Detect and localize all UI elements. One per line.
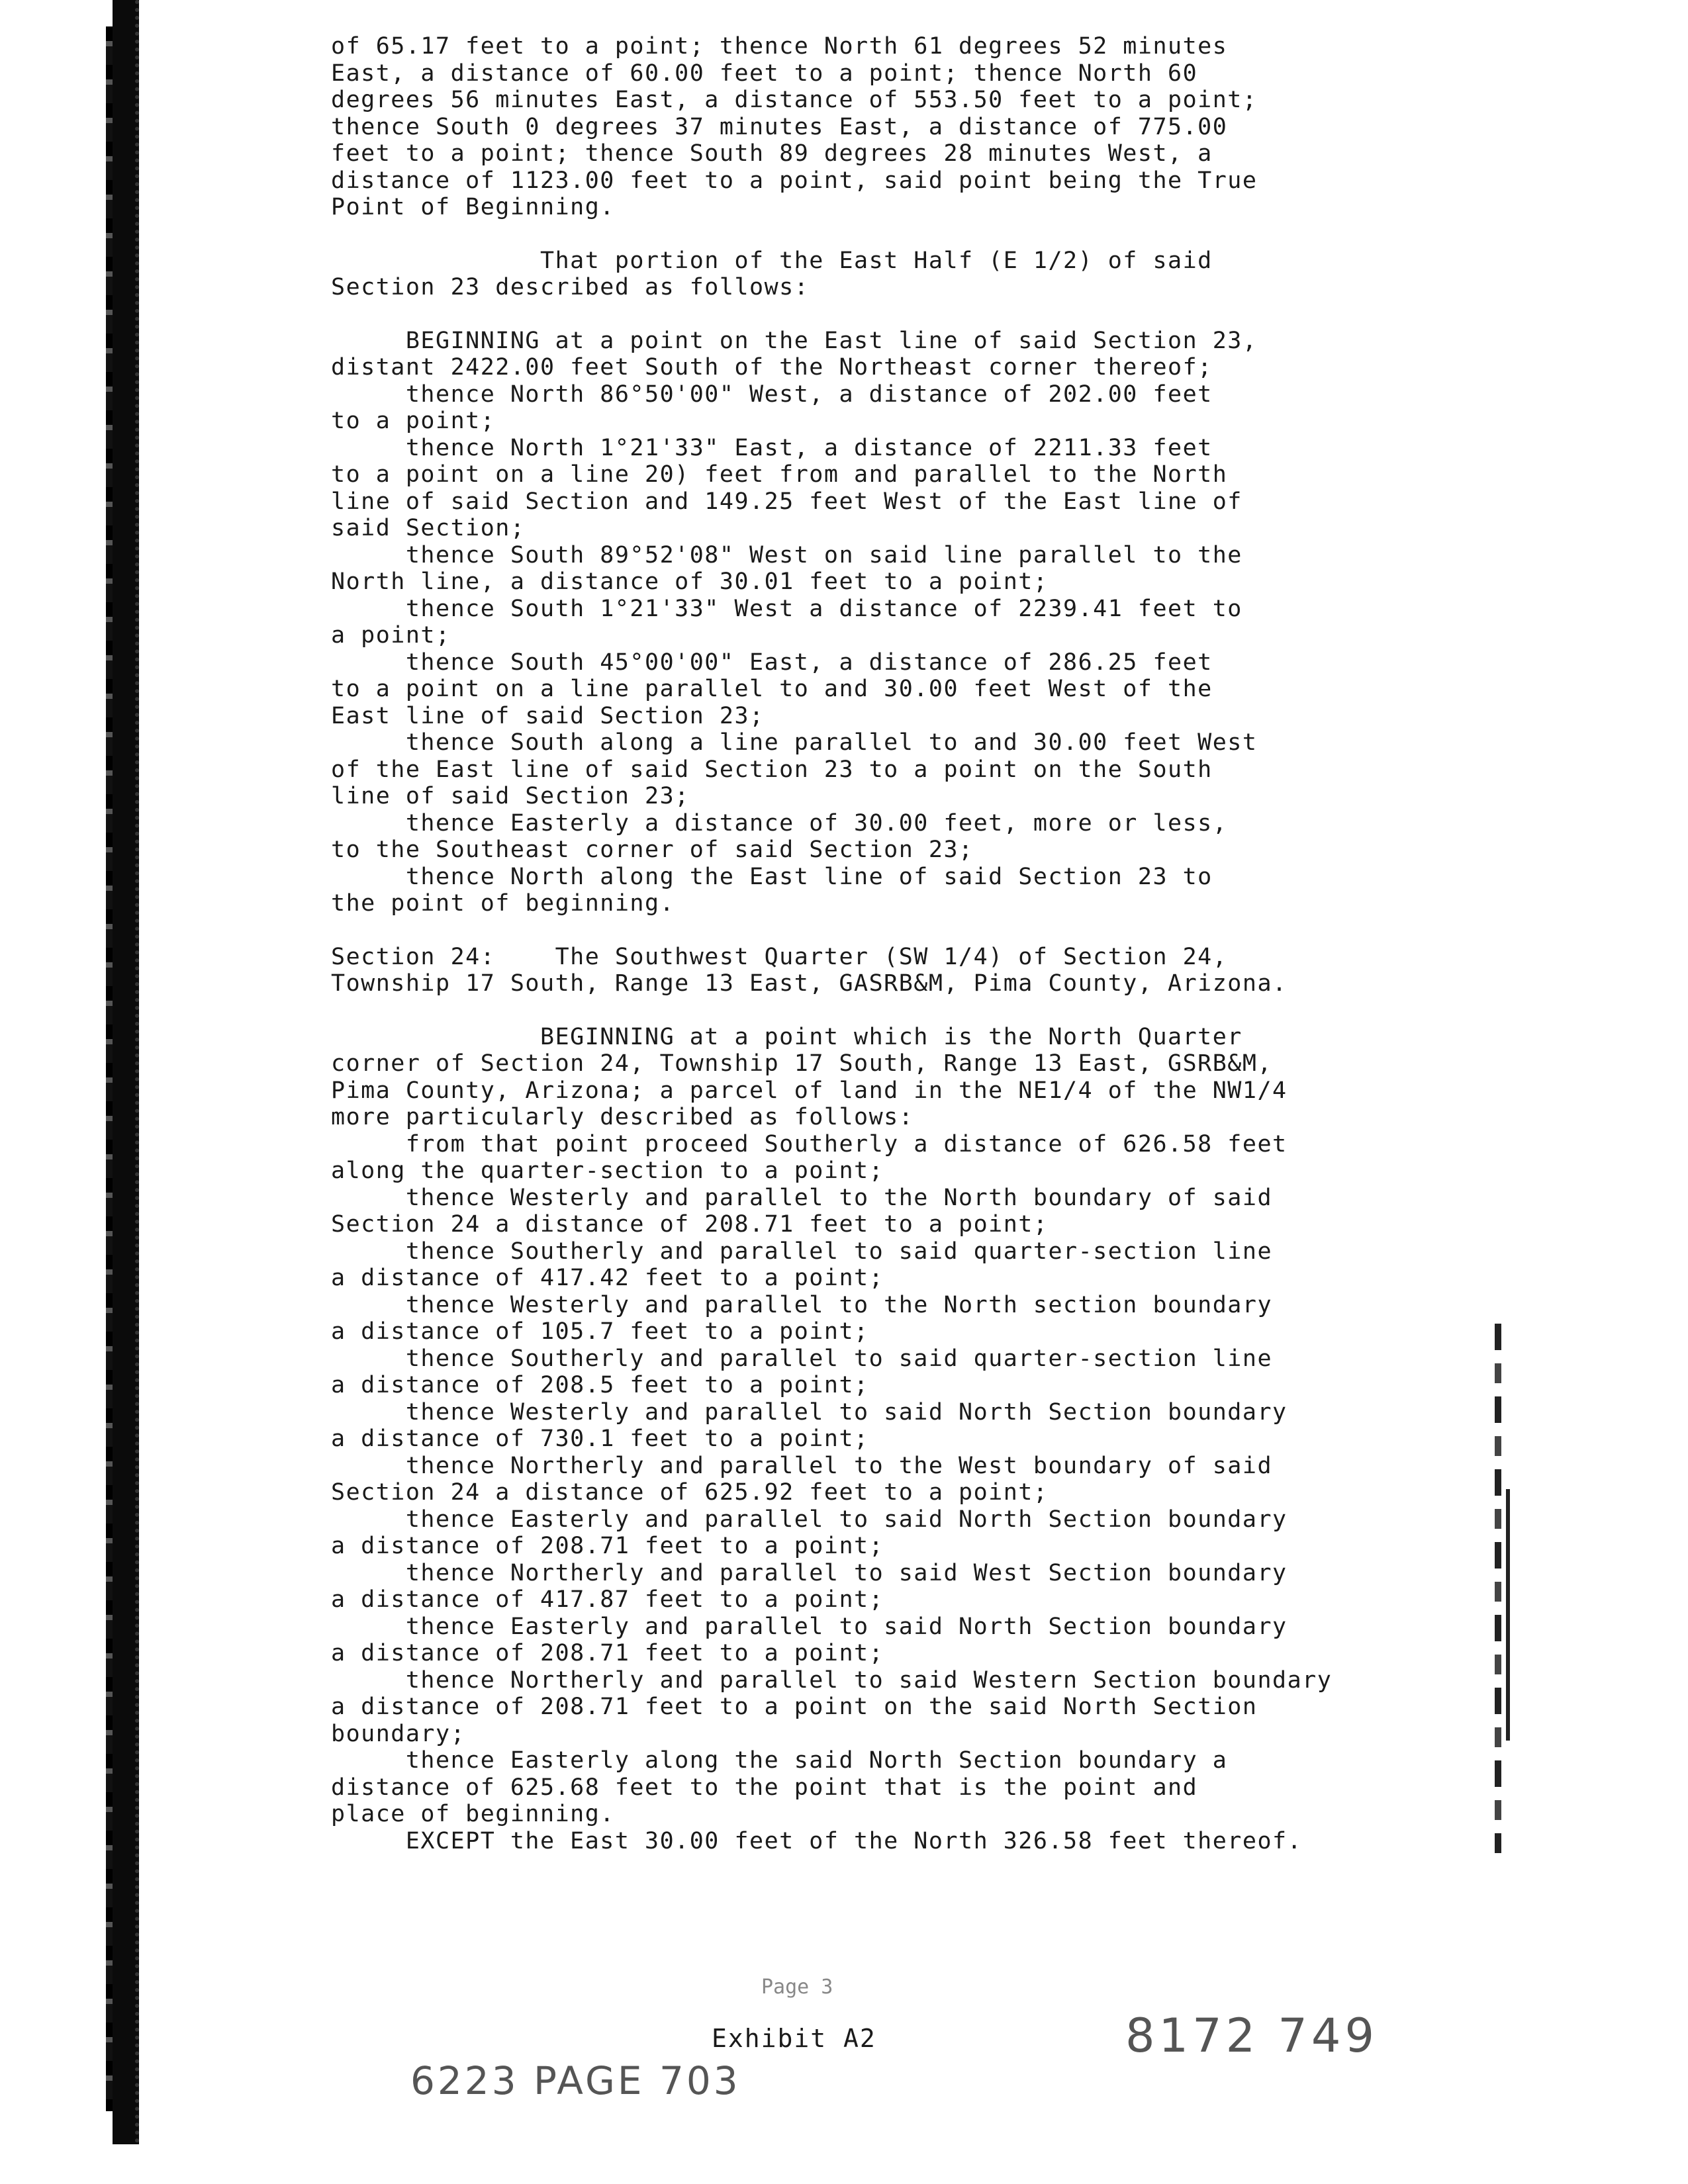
- text-line: thence Southerly and parallel to said quarter-section line: [331, 1345, 1273, 1372]
- text-line: line of said Section and 149.25 feet West of the East line of: [331, 488, 1243, 515]
- text-line: Township 17 South, Range 13 East, GASRB&M, Pima County, Arizona.: [331, 970, 1288, 997]
- text-line: East, a distance of 60.00 feet to a point; thence North 60: [331, 60, 1198, 87]
- text-line: thence Northerly and parallel to said West Section boundary: [331, 1559, 1288, 1586]
- text-line: place of beginning.: [331, 1801, 615, 1827]
- text-line: thence Southerly and parallel to said quarter-section line: [331, 1238, 1273, 1265]
- text-line: Section 24: The Southwest Quarter (SW 1/4) of Section 24,: [331, 943, 1228, 970]
- text-line: the point of beginning.: [331, 890, 675, 917]
- text-line: thence Westerly and parallel to said North Section boundary: [331, 1398, 1288, 1426]
- text-line: a distance of 730.1 feet to a point;: [331, 1426, 869, 1452]
- text-line: a distance of 208.71 feet to a point;: [331, 1640, 884, 1666]
- text-line: thence North along the East line of said Section 23 to: [331, 863, 1213, 890]
- text-line: thence Easterly and parallel to said North Section boundary: [331, 1506, 1288, 1533]
- text-line: a distance of 417.87 feet to a point;: [331, 1586, 884, 1613]
- scan-edge-right-mark: [1506, 1489, 1510, 1741]
- recording-stamp-right: 8172 749: [1125, 2009, 1379, 2063]
- text-line: thence North 86°50'00" West, a distance of 202.00 feet: [331, 381, 1213, 408]
- text-line: feet to a point; thence South 89 degrees 28 minutes West, a: [331, 140, 1213, 167]
- text-line: to the Southeast corner of said Section 23;: [331, 837, 974, 863]
- paragraph-gap: [331, 301, 1430, 328]
- text-line: a distance of 208.5 feet to a point;: [331, 1372, 869, 1398]
- text-line: a distance of 417.42 feet to a point;: [331, 1265, 884, 1291]
- text-line: BEGINNING at a point which is the North Quarter: [331, 1023, 1243, 1050]
- text-line: East line of said Section 23;: [331, 702, 765, 729]
- text-line: thence Easterly along the said North Section boundary a: [331, 1747, 1228, 1774]
- text-line: of the East line of said Section 23 to a point on the South: [331, 756, 1213, 783]
- text-line: Section 24 a distance of 208.71 feet to a point;: [331, 1211, 1049, 1238]
- text-line: thence South 45°00'00" East, a distance of 286.25 feet: [331, 649, 1213, 676]
- text-line: thence Westerly and parallel to the North boundary of said: [331, 1184, 1273, 1211]
- text-line: That portion of the East Half (E 1/2) of said: [331, 247, 1213, 274]
- paragraph-gap: [331, 997, 1430, 1024]
- text-line: to a point;: [331, 408, 496, 434]
- text-line: degrees 56 minutes East, a distance of 553.50 feet to a point;: [331, 87, 1258, 113]
- recording-stamp-left: 6223 PAGE 703: [410, 2058, 741, 2103]
- text-line: thence Easterly and parallel to said North Section boundary: [331, 1613, 1288, 1640]
- text-line: thence South 1°21'33" West a distance of 2239.41 feet to: [331, 595, 1243, 622]
- text-line: a point;: [331, 622, 451, 649]
- text-line: thence North 1°21'33" East, a distance of 2211.33 feet: [331, 434, 1213, 461]
- text-line: thence Northerly and parallel to the West boundary of said: [331, 1452, 1273, 1479]
- text-line: corner of Section 24, Township 17 South, Range 13 East, GSRB&M,: [331, 1050, 1273, 1077]
- paragraph-gap: [331, 917, 1430, 944]
- text-line: of 65.17 feet to a point; thence North 61 degrees 52 minutes: [331, 33, 1228, 60]
- text-line: said Section;: [331, 515, 526, 541]
- text-line: thence South 89°52'08" West on said line parallel to the: [331, 541, 1243, 569]
- text-line: to a point on a line parallel to and 30.00 feet West of the: [331, 676, 1213, 702]
- text-line: thence Easterly a distance of 30.00 feet, more or less,: [331, 809, 1228, 837]
- scan-edge-right: [1495, 1324, 1501, 1853]
- text-line: BEGINNING at a point on the East line of said Section 23,: [331, 327, 1258, 354]
- text-line: along the quarter-section to a point;: [331, 1158, 884, 1184]
- text-line: a distance of 208.71 feet to a point;: [331, 1533, 884, 1559]
- paragraph-gap: [331, 221, 1430, 248]
- text-line: boundary;: [331, 1720, 466, 1747]
- text-line: to a point on a line 20) feet from and parallel to the North: [331, 461, 1228, 488]
- text-line: a distance of 105.7 feet to a point;: [331, 1318, 869, 1345]
- document-body: [331, 33, 1430, 1854]
- text-line: distance of 1123.00 feet to a point, said point being the True: [331, 167, 1258, 194]
- text-line: EXCEPT the East 30.00 feet of the North 326.58 feet thereof.: [331, 1827, 1303, 1854]
- text-line: from that point proceed Southerly a distance of 626.58 feet: [331, 1130, 1288, 1158]
- text-line: a distance of 208.71 feet to a point on the said North Section: [331, 1694, 1258, 1720]
- text-line: distant 2422.00 feet South of the Northeast corner thereof;: [331, 354, 1213, 381]
- text-line: line of said Section 23;: [331, 783, 690, 809]
- text-line: more particularly described as follows:: [331, 1104, 914, 1130]
- text-line: North line, a distance of 30.01 feet to a point;: [331, 569, 1049, 595]
- text-line: thence South along a line parallel to and 30.00 feet West: [331, 729, 1258, 756]
- text-line: Pima County, Arizona; a parcel of land in the NE1/4 of the NW1/4: [331, 1077, 1288, 1104]
- exhibit-label: Exhibit A2: [712, 2024, 876, 2053]
- scan-edge-shadow: [106, 26, 113, 2111]
- scan-edge-left: [113, 0, 139, 2144]
- text-line: thence Northerly and parallel to said Western Section boundary: [331, 1666, 1333, 1694]
- text-line: Section 24 a distance of 625.92 feet to a point;: [331, 1479, 1049, 1506]
- text-line: thence Westerly and parallel to the North section boundary: [331, 1291, 1273, 1318]
- text-line: distance of 625.68 feet to the point that is the point and: [331, 1774, 1198, 1801]
- text-line: thence South 0 degrees 37 minutes East, a distance of 775.00: [331, 113, 1228, 140]
- page-number: Page 3: [761, 1976, 833, 1999]
- text-line: Section 23 described as follows:: [331, 274, 810, 300]
- text-line: Point of Beginning.: [331, 194, 615, 220]
